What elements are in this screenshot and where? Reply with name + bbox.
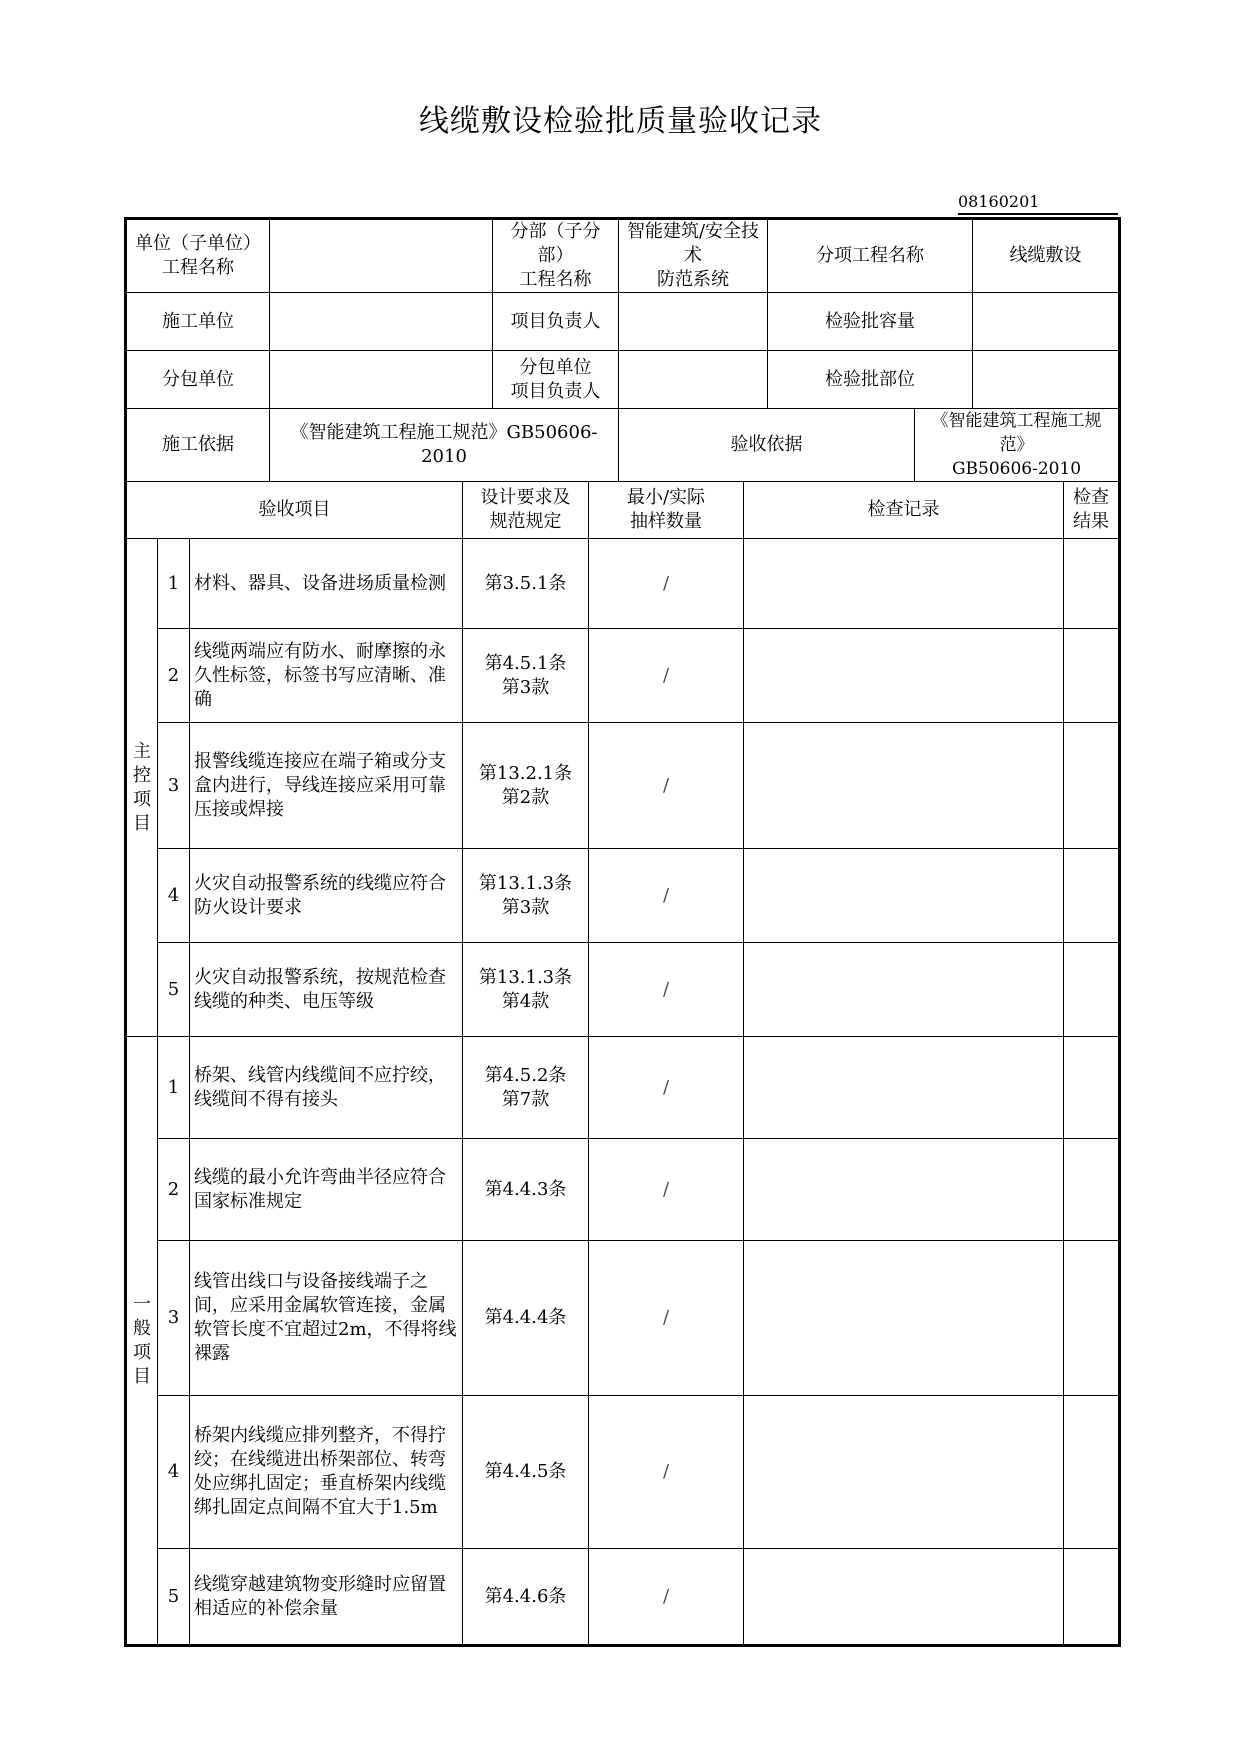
row-number: 4 <box>158 1396 190 1549</box>
row-record[interactable] <box>744 723 1064 849</box>
row-result[interactable] <box>1064 1241 1120 1396</box>
general-group-label: 一 般 项 目 <box>126 1037 158 1646</box>
subitem-value[interactable]: 线缆敷设 <box>973 219 1120 293</box>
row-result[interactable] <box>1064 1037 1120 1139</box>
table-row <box>126 1396 1120 1549</box>
table-row <box>126 539 1120 629</box>
row-result[interactable] <box>1064 1549 1120 1646</box>
row-record[interactable] <box>744 943 1064 1037</box>
subcontractor-label: 分包单位 <box>126 351 270 409</box>
pm-value[interactable] <box>619 293 768 351</box>
row-record[interactable] <box>744 1037 1064 1139</box>
row-number: 2 <box>158 629 190 723</box>
col-item-header: 验收项目 <box>126 482 463 539</box>
column-header-row <box>126 482 1120 539</box>
row-sample[interactable]: / <box>589 849 744 943</box>
header-row-contractor <box>126 293 1120 351</box>
unit-value[interactable] <box>270 219 493 293</box>
col-record-header: 检查记录 <box>744 482 1064 539</box>
location-value[interactable] <box>973 351 1120 409</box>
division-label: 分部（子分部） 工程名称 <box>493 219 619 293</box>
subitem-label: 分项工程名称 <box>768 219 973 293</box>
row-spec: 第3.5.1条 <box>463 539 589 629</box>
row-spec: 第13.1.3条 第3款 <box>463 849 589 943</box>
capacity-value[interactable] <box>973 293 1120 351</box>
row-record[interactable] <box>744 539 1064 629</box>
inspection-table <box>124 217 1121 1647</box>
row-record[interactable] <box>744 1139 1064 1241</box>
row-number: 1 <box>158 539 190 629</box>
table-row <box>126 1549 1120 1646</box>
row-number: 1 <box>158 1037 190 1139</box>
col-design-header: 设计要求及 规范规定 <box>463 482 589 539</box>
contractor-label: 施工单位 <box>126 293 270 351</box>
main-group-label: 主 控 项 目 <box>126 539 158 1037</box>
table-row <box>126 1139 1120 1241</box>
row-result[interactable] <box>1064 539 1120 629</box>
row-result[interactable] <box>1064 1139 1120 1241</box>
row-spec: 第4.4.3条 <box>463 1139 589 1241</box>
row-description: 火灾自动报警系统，按规范检查线缆的种类、电压等级 <box>190 943 463 1037</box>
table-row <box>126 849 1120 943</box>
row-record[interactable] <box>744 1549 1064 1646</box>
row-number: 2 <box>158 1139 190 1241</box>
row-spec: 第13.1.3条 第4款 <box>463 943 589 1037</box>
row-spec: 第13.2.1条 第2款 <box>463 723 589 849</box>
table-row <box>126 1037 1120 1139</box>
sub-pm-value[interactable] <box>619 351 768 409</box>
row-description: 桥架内线缆应排列整齐，不得拧绞；在线缆进出桥架部位、转弯处应绑扎固定；垂直桥架内线缆绑扎固定点间隔不宜大于1.5m <box>190 1396 463 1549</box>
pm-label: 项目负责人 <box>493 293 619 351</box>
table-row <box>126 943 1120 1037</box>
row-description: 线管出线口与设备接线端子之间，应采用金属软管连接，金属软管长度不宜超过2m，不得将线裸露 <box>190 1241 463 1396</box>
row-sample[interactable]: / <box>589 943 744 1037</box>
row-sample[interactable]: / <box>589 1037 744 1139</box>
row-number: 5 <box>158 1549 190 1646</box>
row-description: 火灾自动报警系统的线缆应符合防火设计要求 <box>190 849 463 943</box>
capacity-label: 检验批容量 <box>768 293 973 351</box>
sub-pm-label: 分包单位 项目负责人 <box>493 351 619 409</box>
row-record[interactable] <box>744 629 1064 723</box>
row-number: 5 <box>158 943 190 1037</box>
unit-label: 单位（子单位） 工程名称 <box>126 219 270 293</box>
row-record[interactable] <box>744 1396 1064 1549</box>
row-result[interactable] <box>1064 943 1120 1037</box>
row-record[interactable] <box>744 849 1064 943</box>
accept-basis-label: 验收依据 <box>619 409 915 482</box>
row-sample[interactable]: / <box>589 1139 744 1241</box>
row-number: 3 <box>158 723 190 849</box>
row-sample[interactable]: / <box>589 1396 744 1549</box>
row-sample[interactable]: / <box>589 629 744 723</box>
col-sample-header: 最小/实际 抽样数量 <box>589 482 744 539</box>
row-description: 报警线缆连接应在端子箱或分支盒内进行，导线连接应采用可靠压接或焊接 <box>190 723 463 849</box>
row-description: 桥架、线管内线缆间不应拧绞，线缆间不得有接头 <box>190 1037 463 1139</box>
col-result-header: 检查 结果 <box>1064 482 1120 539</box>
division-value[interactable]: 智能建筑/安全技术 防范系统 <box>619 219 768 293</box>
row-number: 3 <box>158 1241 190 1396</box>
row-result[interactable] <box>1064 849 1120 943</box>
basis-label: 施工依据 <box>126 409 270 482</box>
row-description: 线缆的最小允许弯曲半径应符合国家标准规定 <box>190 1139 463 1241</box>
table-row <box>126 629 1120 723</box>
table-row <box>126 1241 1120 1396</box>
row-result[interactable] <box>1064 1396 1120 1549</box>
row-description: 线缆穿越建筑物变形缝时应留置相适应的补偿余量 <box>190 1549 463 1646</box>
page-title: 线缆敷设检验批质量验收记录 <box>419 104 822 139</box>
row-record[interactable] <box>744 1241 1064 1396</box>
row-result[interactable] <box>1064 629 1120 723</box>
subcontractor-value[interactable] <box>270 351 493 409</box>
row-spec: 第4.4.5条 <box>463 1396 589 1549</box>
row-spec: 第4.4.4条 <box>463 1241 589 1396</box>
row-number: 4 <box>158 849 190 943</box>
basis-value[interactable]: 《智能建筑工程施工规范》GB50606-2010 <box>270 409 619 482</box>
row-result[interactable] <box>1064 723 1120 849</box>
row-spec: 第4.4.6条 <box>463 1549 589 1646</box>
row-sample[interactable]: / <box>589 539 744 629</box>
header-row-subcontractor <box>126 351 1120 409</box>
row-description: 线缆两端应有防水、耐摩擦的永久性标签，标签书写应清晰、准确 <box>190 629 463 723</box>
contractor-value[interactable] <box>270 293 493 351</box>
row-sample[interactable]: / <box>589 723 744 849</box>
form-code: 08160201 <box>958 192 1118 215</box>
row-sample[interactable]: / <box>589 1241 744 1396</box>
location-label: 检验批部位 <box>768 351 973 409</box>
row-description: 材料、器具、设备进场质量检测 <box>190 539 463 629</box>
row-sample[interactable]: / <box>589 1549 744 1646</box>
accept-basis-value[interactable]: 《智能建筑工程施工规范》 GB50606-2010 <box>915 409 1120 482</box>
header-row-unit <box>126 219 1120 293</box>
header-row-basis <box>126 409 1120 482</box>
row-spec: 第4.5.2条 第7款 <box>463 1037 589 1139</box>
row-spec: 第4.5.1条 第3款 <box>463 629 589 723</box>
table-row <box>126 723 1120 849</box>
